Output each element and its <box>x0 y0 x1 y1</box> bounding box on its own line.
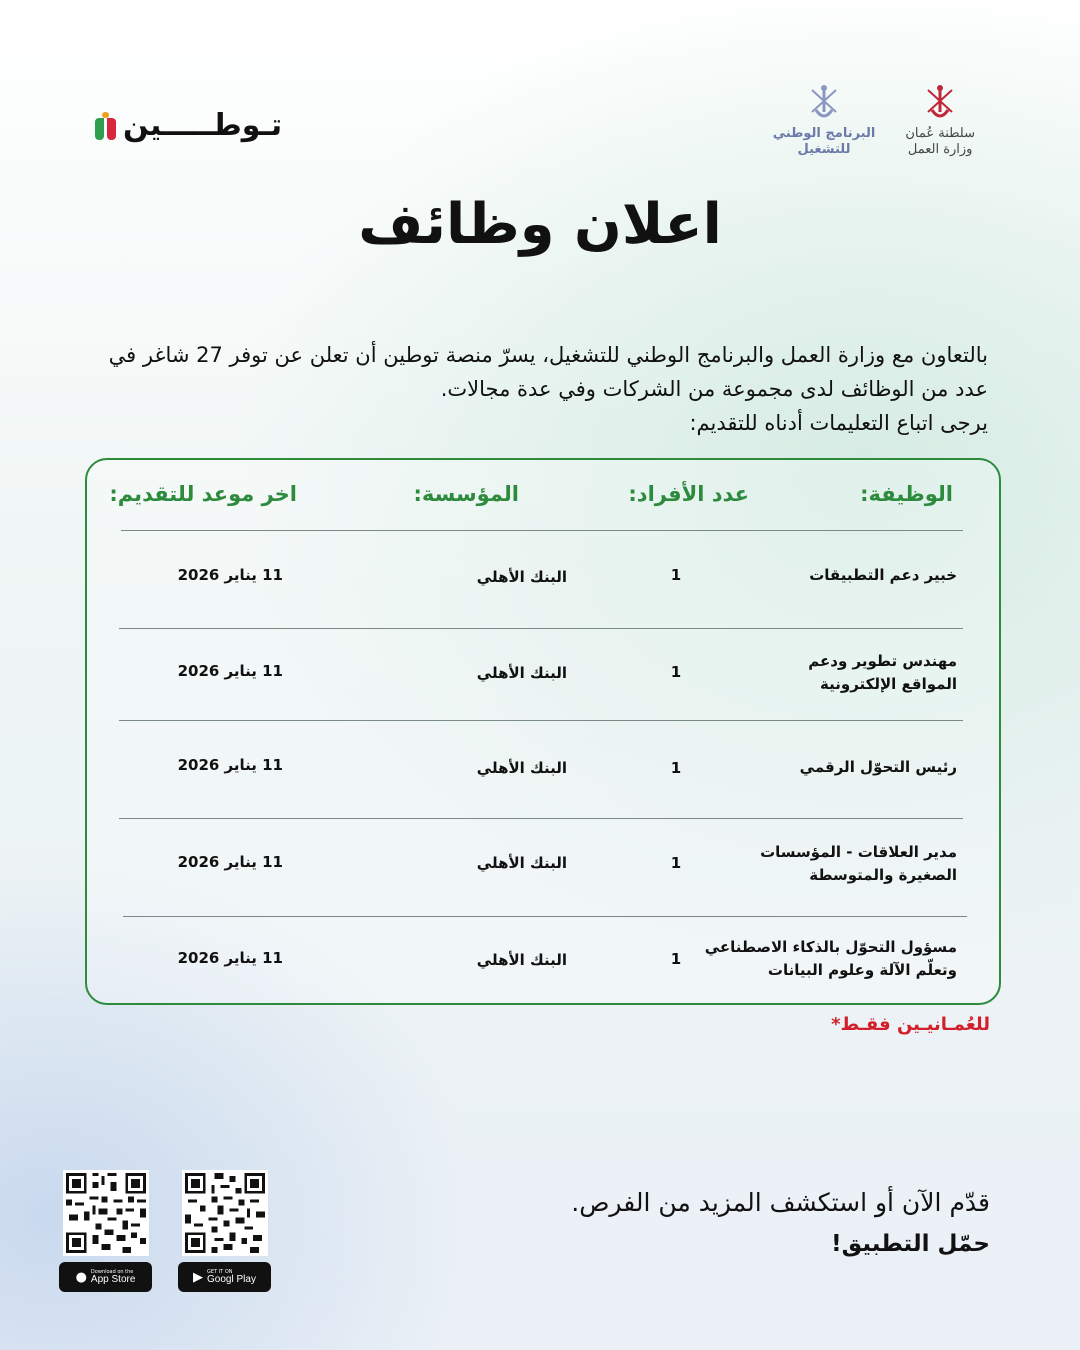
google-play-badge[interactable] <box>178 1262 271 1292</box>
job-org: البنك الأهلي <box>476 568 567 586</box>
intro-line-1: بالتعاون مع وزارة العمل والبرنامج الوطني للتشغيل، يسرّ منصة توطين أن تعلن عن توفر 27 شاغر في <box>108 343 988 367</box>
job-count: 1 <box>670 854 682 872</box>
job-deadline: 11 يناير 2026 <box>177 566 283 584</box>
job-count: 1 <box>670 759 682 777</box>
job-count: 1 <box>670 566 682 584</box>
job-count: 1 <box>670 663 682 681</box>
table-row <box>87 530 999 628</box>
job-title: مهندس تطوير ودعم المواقع الإلكترونية <box>808 652 957 693</box>
job-title: مسؤول التحوّل بالذكاء الاصطناعي وتعلّم الآلة وعلوم البيانات <box>704 938 957 979</box>
tawteen-mark-icon <box>95 112 117 140</box>
qr-code-icon[interactable] <box>182 1170 268 1256</box>
header-job: الوظيفة: <box>860 482 953 506</box>
header-deadline: اخر موعد للتقديم: <box>109 482 297 506</box>
job-deadline: 11 يناير 2026 <box>177 662 283 680</box>
page-title: اعلان وظائف <box>358 192 722 257</box>
google-play-download[interactable] <box>178 1170 271 1292</box>
play-icon: ▶ <box>193 1269 204 1285</box>
intro-line-3: يرجى اتباع التعليمات أدناه للتقديم: <box>689 411 988 435</box>
app-store-small: Download on the <box>90 1268 134 1275</box>
table-row <box>87 720 999 818</box>
job-title: رئيس التحوّل الرقمي <box>799 758 957 776</box>
table-header <box>87 482 999 522</box>
job-title: خبير دعم التطبيقات <box>809 566 957 584</box>
nep-logo-text-2: للتشغيل <box>797 142 851 157</box>
job-org: البنك الأهلي <box>476 854 567 872</box>
google-play-small: GET IT ON <box>207 1268 233 1275</box>
intro-line-2: عدد من الوظائف لدى مجموعة من الشركات وفي عدة مجالات. <box>440 377 988 401</box>
job-org: البنك الأهلي <box>476 664 567 682</box>
job-count: 1 <box>670 950 682 968</box>
table-row <box>87 628 999 720</box>
job-org: البنك الأهلي <box>476 951 567 969</box>
brand-name: تـوطـــــين <box>123 108 283 143</box>
partner-logos <box>773 82 975 158</box>
app-store-download[interactable] <box>59 1170 152 1292</box>
cta-line-2: حمّل التطبيق! <box>831 1231 990 1257</box>
tawteen-logo <box>95 108 282 143</box>
table-row <box>87 818 999 916</box>
cta-line-1: قدّم الآن أو استكشف المزيد من الفرص. <box>571 1188 990 1217</box>
job-deadline: 11 يناير 2026 <box>177 949 283 967</box>
khanjar-emblem-red-icon <box>920 82 960 126</box>
app-store-label: App Store <box>90 1273 136 1285</box>
call-to-action <box>571 1183 990 1265</box>
job-org: البنك الأهلي <box>476 759 567 777</box>
khanjar-emblem-icon <box>804 82 844 126</box>
qr-code-icon[interactable] <box>63 1170 149 1256</box>
mol-logo-text-1: سلطنة عُمان <box>905 126 975 141</box>
intro-paragraph <box>108 338 988 440</box>
national-employment-program-logo <box>773 82 876 158</box>
jobs-table <box>85 458 1001 1005</box>
apple-icon: ● <box>75 1269 87 1285</box>
nep-logo-text-1: البرنامج الوطني <box>772 126 876 141</box>
ministry-of-labour-logo <box>905 82 975 158</box>
omanis-only-note: للعُمـانيـين فقـط* <box>831 1014 990 1035</box>
job-deadline: 11 يناير 2026 <box>177 756 283 774</box>
header-count: عدد الأفراد: <box>628 482 749 506</box>
header-org: المؤسسة: <box>413 482 519 506</box>
app-store-badge[interactable] <box>59 1262 152 1292</box>
job-title: مدير العلاقات - المؤسسات الصغيرة والمتوسطة <box>760 843 957 884</box>
google-play-label: Googl Play <box>207 1273 256 1285</box>
mol-logo-text-2: وزارة العمل <box>907 142 973 157</box>
table-row <box>87 916 999 1004</box>
job-deadline: 11 يناير 2026 <box>177 853 283 871</box>
